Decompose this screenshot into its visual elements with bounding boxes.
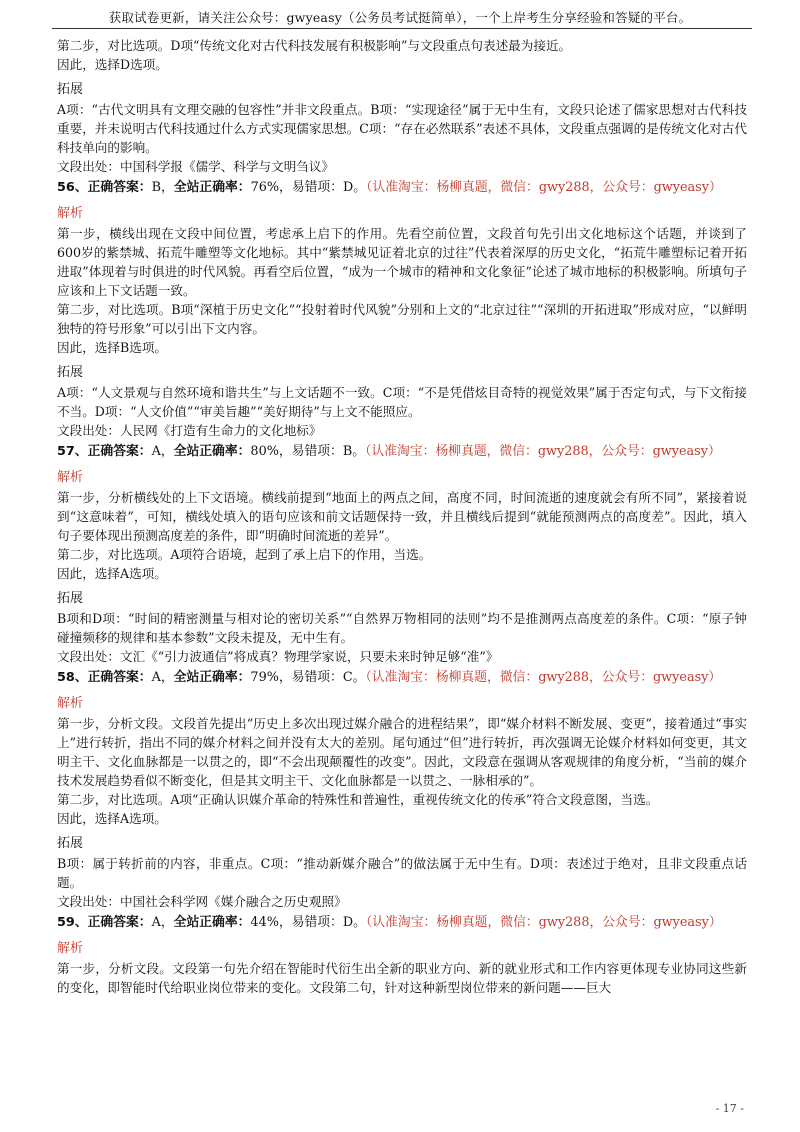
header-divider bbox=[52, 28, 752, 29]
q57-rate-value: 80%，易错项：B。 bbox=[250, 444, 366, 459]
q56-choose: 因此，选择B选项。 bbox=[57, 340, 168, 355]
q59-number: 59、 bbox=[57, 915, 88, 930]
q57-answer-line bbox=[57, 442, 747, 462]
q57-step1: 第一步，分析横线处的上下文语境。横线前提到“地面上的两点之间，高度不同，时间流逝的速度就会有所不同”，紧接着说到“这意味着”，可知，横线处填入的语句应该和前文话题保持一致，并且横线后提到“就能预测两点的高度差”。因此，填入句子要体现出预测高度差的条件，即“明确时间流逝的差异”。 bbox=[57, 490, 747, 543]
q56-extension-title: 拓展 bbox=[57, 365, 84, 380]
page-header: 获取试卷更新，请关注公众号：gwyeasy（公务员考试挺简单），一个上岸考生分享经验和答疑的平台。 bbox=[108, 10, 692, 25]
q57-promo: （认准淘宝：杨柳真题，微信：gwy288，公众号：gwyeasy） bbox=[365, 444, 721, 459]
q56-analysis-title: 解析 bbox=[57, 206, 84, 221]
q57-answer-value: A， bbox=[151, 444, 174, 459]
q58-extension-body: B项：属于转折前的内容，非重点。C项：“推动新媒介融合”的做法属于无中生有。D项：表述过于绝对，且非文段重点话题。 bbox=[57, 856, 747, 890]
q56-step1: 第一步，横线出现在文段中间位置，考虑承上启下的作用。先看空前位置，文段首句先引出文化地标这个话题，并谈到了600岁的紫禁城、拓荒牛雕塑等文化地标。其中“紫禁城见证着北京的过往”代表着深厚的历史文化，“拓荒牛雕塑标记着开拓进取”体现着与时俱进的时代风貌。再看空后位置，“成为一个城市的精神和文化象征”论述了城市地标的积极影响。所填句子应该和上下文话题一致。 bbox=[57, 226, 747, 298]
top-step2: 第二步，对比选项。D项“传统文化对古代科技发展有积极影响”与文段重点句表述最为接近。 bbox=[57, 38, 572, 53]
q58-source: 文段出处：中国社会科学网《媒介融合之历史观照》 bbox=[57, 894, 347, 909]
top-choose: 因此，选择D选项。 bbox=[57, 57, 168, 72]
q57-source: 文段出处：文汇《“引力波通信”将成真？物理学家说，只要未来时钟足够“准”》 bbox=[57, 649, 499, 664]
q57-step2: 第二步，对比选项。A项符合语境，起到了承上启下的作用，当选。 bbox=[57, 547, 432, 562]
q59-promo: （认准淘宝：杨柳真题，微信：gwy288，公众号：gwyeasy） bbox=[365, 915, 722, 930]
q56-answer-label: 正确答案： bbox=[87, 180, 152, 195]
q57-analysis-title: 解析 bbox=[57, 470, 84, 485]
q57-extension-body: B项和D项：“时间的精密测量与相对论的密切关系”“自然界万物相同的法则”均不是推测两点高度差的条件。C项：“原子钟碰撞频移的规律和基本参数”文段未提及，无中生有。 bbox=[57, 611, 747, 645]
q58-rate-value: 79%，易错项：C。 bbox=[250, 670, 366, 685]
q56-rate-value: 76%，易错项：D。 bbox=[250, 180, 367, 195]
q57-rate-label: 全站正确率： bbox=[173, 444, 251, 459]
q56-number: 56、 bbox=[57, 180, 88, 195]
q56-promo: （认准淘宝：杨柳真题，微信：gwy288，公众号：gwyeasy） bbox=[366, 180, 722, 195]
q59-answer-value: A， bbox=[151, 915, 174, 930]
q59-answer-label: 正确答案： bbox=[87, 915, 152, 930]
q56-extension-body: A项：“人文景观与自然环境和谐共生”与上文话题不一致。C项：“不是凭借炫目奇特的视觉效果”属于否定句式，与下文衔接不当。D项：“人文价值”“审美旨趣”“美好期待”与上文不能照应。 bbox=[57, 385, 747, 419]
q58-answer-label: 正确答案： bbox=[87, 670, 152, 685]
q58-step1: 第一步，分析文段。文段首先提出“历史上多次出现过媒介融合的进程结果”，即“媒介材料不断发展、变更”，接着通过“事实上”进行转折，指出不同的媒介材料之间并没有太大的差别。尾句通过“但”进行转折，再次强调无论媒介材料如何变更，其文明主干、文化血脉都是一以贯之的，即“不会出现颠覆性的改变”。因此，文段意在强调从客观规律的角度分析，“当前的媒介技术发展趋势看似不断变化，但是其文明主干、文化血脉都是一以贯之、一脉相承的”。 bbox=[57, 716, 747, 788]
q58-extension-title: 拓展 bbox=[57, 836, 84, 851]
q56-answer-line bbox=[57, 178, 747, 198]
q57-number: 57、 bbox=[57, 444, 88, 459]
q57-extension-title: 拓展 bbox=[57, 591, 84, 606]
top-extension-body: A项：“古代文明具有文理交融的包容性”并非文段重点。B项：“实现途径”属于无中生有，文段只论述了儒家思想对古代科技重要，并未说明古代科技通过什么方式实现儒家思想。C项：“存在必然联系”表述不具体，文段重点强调的是传统文化对古代科技单向的影响。 bbox=[57, 102, 747, 155]
q58-number: 58、 bbox=[57, 670, 88, 685]
q58-choose: 因此，选择A选项。 bbox=[57, 811, 167, 826]
q58-answer-value: A， bbox=[151, 670, 174, 685]
q59-answer-line bbox=[57, 913, 747, 933]
q58-answer-line bbox=[57, 668, 747, 688]
q57-choose: 因此，选择A选项。 bbox=[57, 566, 167, 581]
page-number: - 17 - bbox=[715, 1102, 744, 1115]
top-extension-title: 拓展 bbox=[57, 82, 84, 97]
q59-rate-value: 44%，易错项：D。 bbox=[250, 915, 366, 930]
q59-step1: 第一步，分析文段。文段第一句先介绍在智能时代衍生出全新的职业方向、新的就业形式和工作内容更体现专业协同这些新的变化，即智能时代给职业岗位带来的变化。文段第二句，针对这种新型岗位带来的新问题——巨大 bbox=[57, 961, 747, 995]
q57-answer-label: 正确答案： bbox=[87, 444, 152, 459]
q59-analysis-title: 解析 bbox=[57, 941, 84, 956]
top-source: 文段出处：中国科学报《儒学、科学与文明刍议》 bbox=[57, 159, 335, 174]
q56-source: 文段出处：人民网《打造有生命力的文化地标》 bbox=[57, 423, 322, 438]
q56-rate-label: 全站正确率： bbox=[173, 180, 251, 195]
q56-answer-value: B， bbox=[151, 180, 174, 195]
q58-promo: （认准淘宝：杨柳真题，微信：gwy288，公众号：gwyeasy） bbox=[365, 670, 722, 685]
document-body bbox=[57, 36, 747, 997]
q59-rate-label: 全站正确率： bbox=[173, 915, 251, 930]
q58-step2: 第二步，对比选项。A项“正确认识媒介革命的特殊性和普遍性，重视传统文化的传承”符合文段意图，当选。 bbox=[57, 792, 659, 807]
q58-rate-label: 全站正确率： bbox=[173, 670, 251, 685]
q58-analysis-title: 解析 bbox=[57, 696, 84, 711]
q56-step2: 第二步，对比选项。B项“深植于历史文化”“投射着时代风貌”分别和上文的“北京过往”“深圳的开拓进取”形成对应，“以鲜明独特的符号形象”可以引出下文内容。 bbox=[57, 302, 747, 336]
